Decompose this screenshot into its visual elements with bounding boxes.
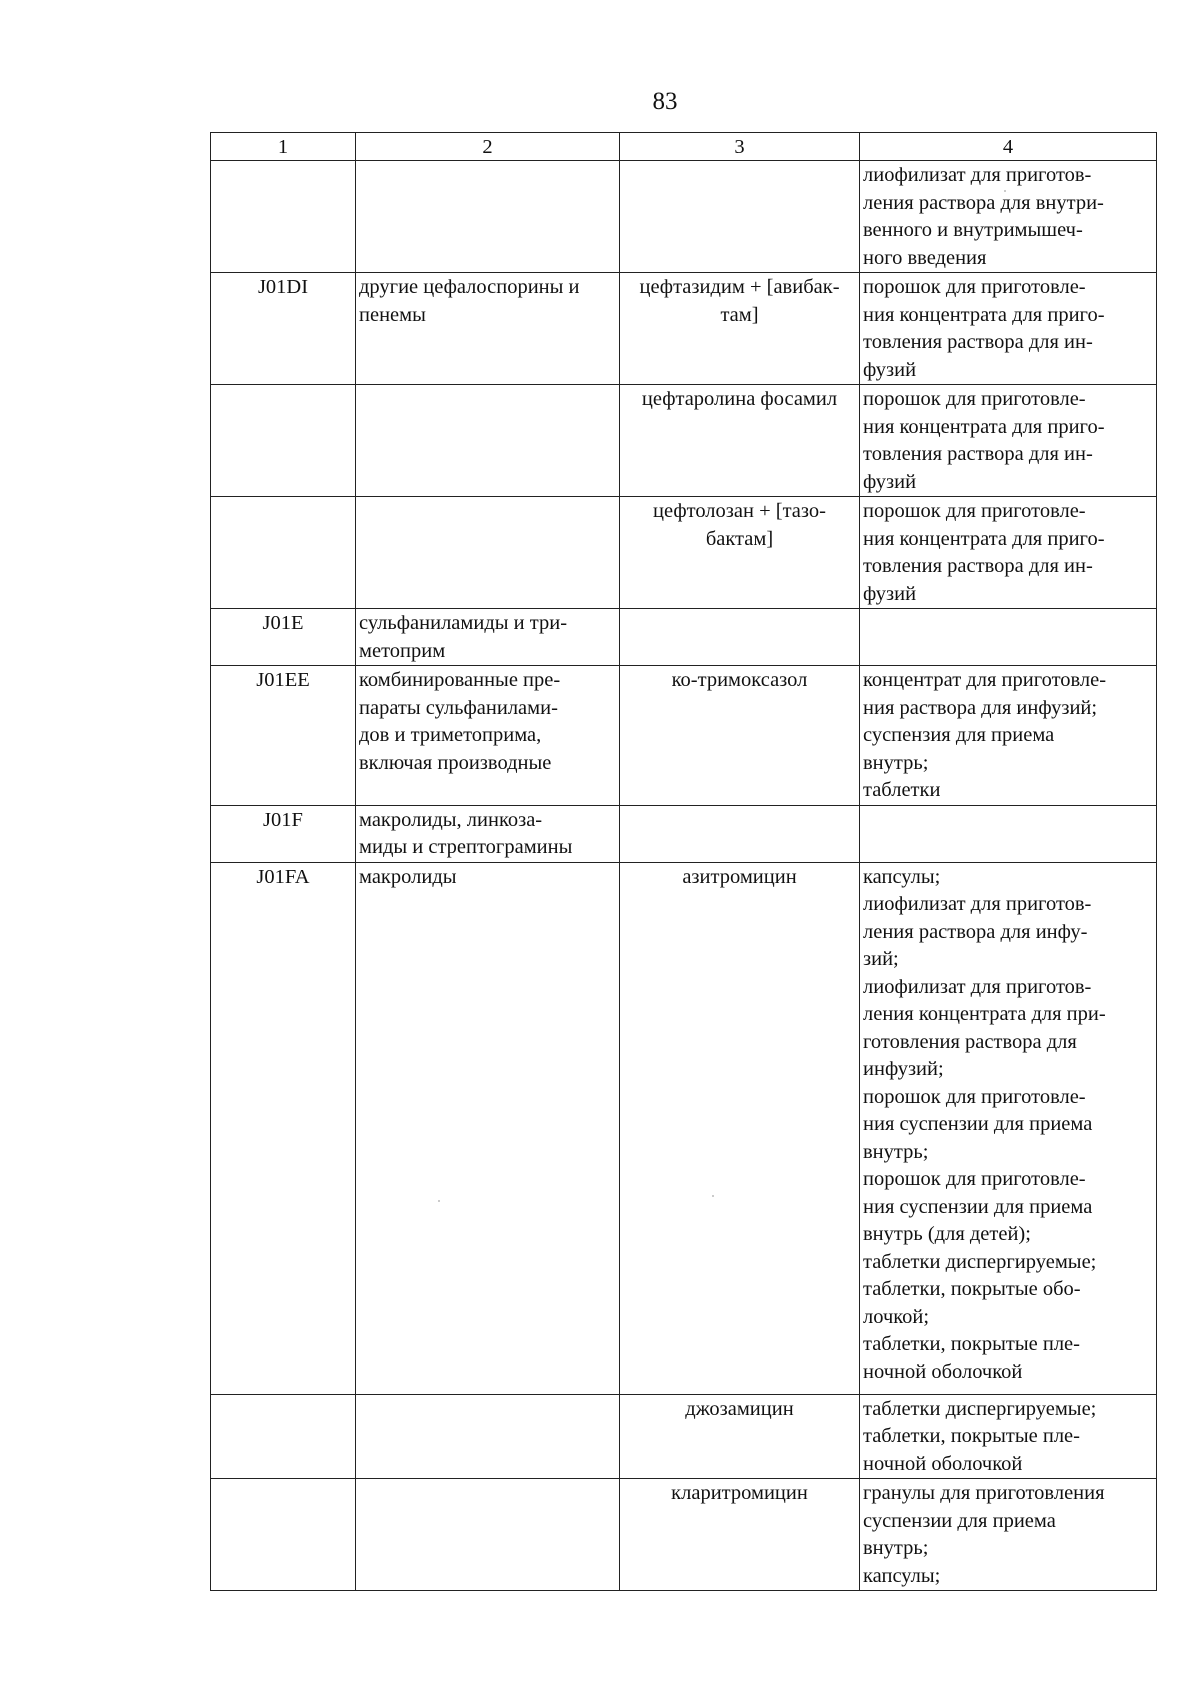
drug-name-cell [620,161,860,273]
group-cell [356,1479,620,1591]
header-cell: 4 [860,133,1157,161]
dosage-form-text: концентрат для приготовле- ния раствора для инфузий; суспензия для приема внутрь; таблетки [863,669,1107,801]
atc-code-cell: J01E [211,609,356,666]
table-row [211,1394,1157,1479]
group-cell [356,385,620,497]
drug-name-text: цефтолозан + [тазо- бактам] [653,500,826,550]
table-row [211,385,1157,497]
dosage-form-cell [860,805,1157,862]
drug-name-text: цефтазидим + [авибак- там] [639,276,840,326]
drug-name-cell [620,497,860,609]
drug-name-text: цефтаролина фосамил [641,388,838,410]
table-row [211,273,1157,385]
table-row [211,862,1157,1394]
dosage-form-cell [860,666,1157,806]
table-row [211,161,1157,273]
dosage-form-cell [860,862,1157,1394]
dosage-form-cell [860,273,1157,385]
atc-code-cell [211,1479,356,1591]
atc-code-cell [211,385,356,497]
scan-speck [1004,190,1006,192]
atc-code-cell [211,497,356,609]
header-cell: 1 [211,133,356,161]
scan-speck [712,1195,714,1197]
drug-name-cell [620,609,860,666]
atc-code-cell: J01EE [211,666,356,806]
dosage-form-cell [860,385,1157,497]
atc-code-cell [211,161,356,273]
group-cell [356,609,620,666]
drug-name-cell: джозамицин [620,1394,860,1479]
group-cell [356,497,620,609]
dosage-form-cell [860,1394,1157,1479]
dosage-form-text: порошок для приготовле- ния концентрата для приго- товления раствора для ин- фузий [863,276,1105,381]
dosage-form-cell [860,161,1157,273]
group-text: комбинированные пре- параты сульфанилами- дов и триметоприма, включая производные [359,669,561,774]
atc-code-cell: J01DI [211,273,356,385]
group-cell [356,161,620,273]
dosage-form-text: порошок для приготовле- ния концентрата для приго- товления раствора для ин- фузий [863,388,1105,493]
group-text: макролиды, линкоза- миды и стрептограмины [359,808,573,858]
header-cell: 2 [356,133,620,161]
drug-name-cell [620,273,860,385]
drug-name-cell: азитромицин [620,862,860,1394]
dosage-form-text: порошок для приготовле- ния концентрата для приго- товления раствора для ин- фузий [863,500,1105,605]
dosage-form-cell [860,1479,1157,1591]
dosage-form-cell [860,609,1157,666]
header-cell: 3 [620,133,860,161]
drug-name-cell [620,385,860,497]
drug-name-cell: кларитромицин [620,1479,860,1591]
dosage-form-text: таблетки диспергируемые; таблетки, покрытые пле- ночной оболочкой [863,1397,1097,1475]
scan-speck [438,1200,440,1202]
group-cell [356,666,620,806]
table-row [211,666,1157,806]
dosage-form-text: лиофилизат для приготов- ления раствора для внутри- венного и внутримышеч- ного введения [863,164,1104,269]
atc-code-cell: J01FA [211,862,356,1394]
dosage-form-cell [860,497,1157,609]
table-header-row [211,133,1157,161]
group-cell [356,1394,620,1479]
drug-name-cell [620,805,860,862]
group-cell [356,805,620,862]
table-row [211,805,1157,862]
dosage-form-text: гранулы для приготовления суспензии для приема внутрь; капсулы; [863,1482,1105,1587]
table-row [211,1479,1157,1591]
page-number: 83 [652,88,678,115]
atc-code-cell: J01F [211,805,356,862]
dosage-form-text: капсулы; лиофилизат для приготов- ления раствора для инфу- зий; лиофилизат для приготов- ления концентрата для при- готовления раствора для инфузий; порошок для приготовле- ния суспензии для приема внутрь; порошок для приготовле- ния суспензии для приема внутрь (для детей); таблетки диспергируемые; таблетки, покрытые обо- лочкой; таблетки, покрытые пле- ночной оболочкой [863,865,1106,1383]
drug-table [210,132,1157,1591]
group-cell [356,273,620,385]
table-row [211,609,1157,666]
group-text: сульфаниламиды и три- метоприм [359,612,568,662]
drug-name-cell: ко-тримоксазол [620,666,860,806]
table-row [211,497,1157,609]
group-text: другие цефалоспорины и пенемы [359,276,580,326]
group-cell: макролиды [356,862,620,1394]
atc-code-cell [211,1394,356,1479]
